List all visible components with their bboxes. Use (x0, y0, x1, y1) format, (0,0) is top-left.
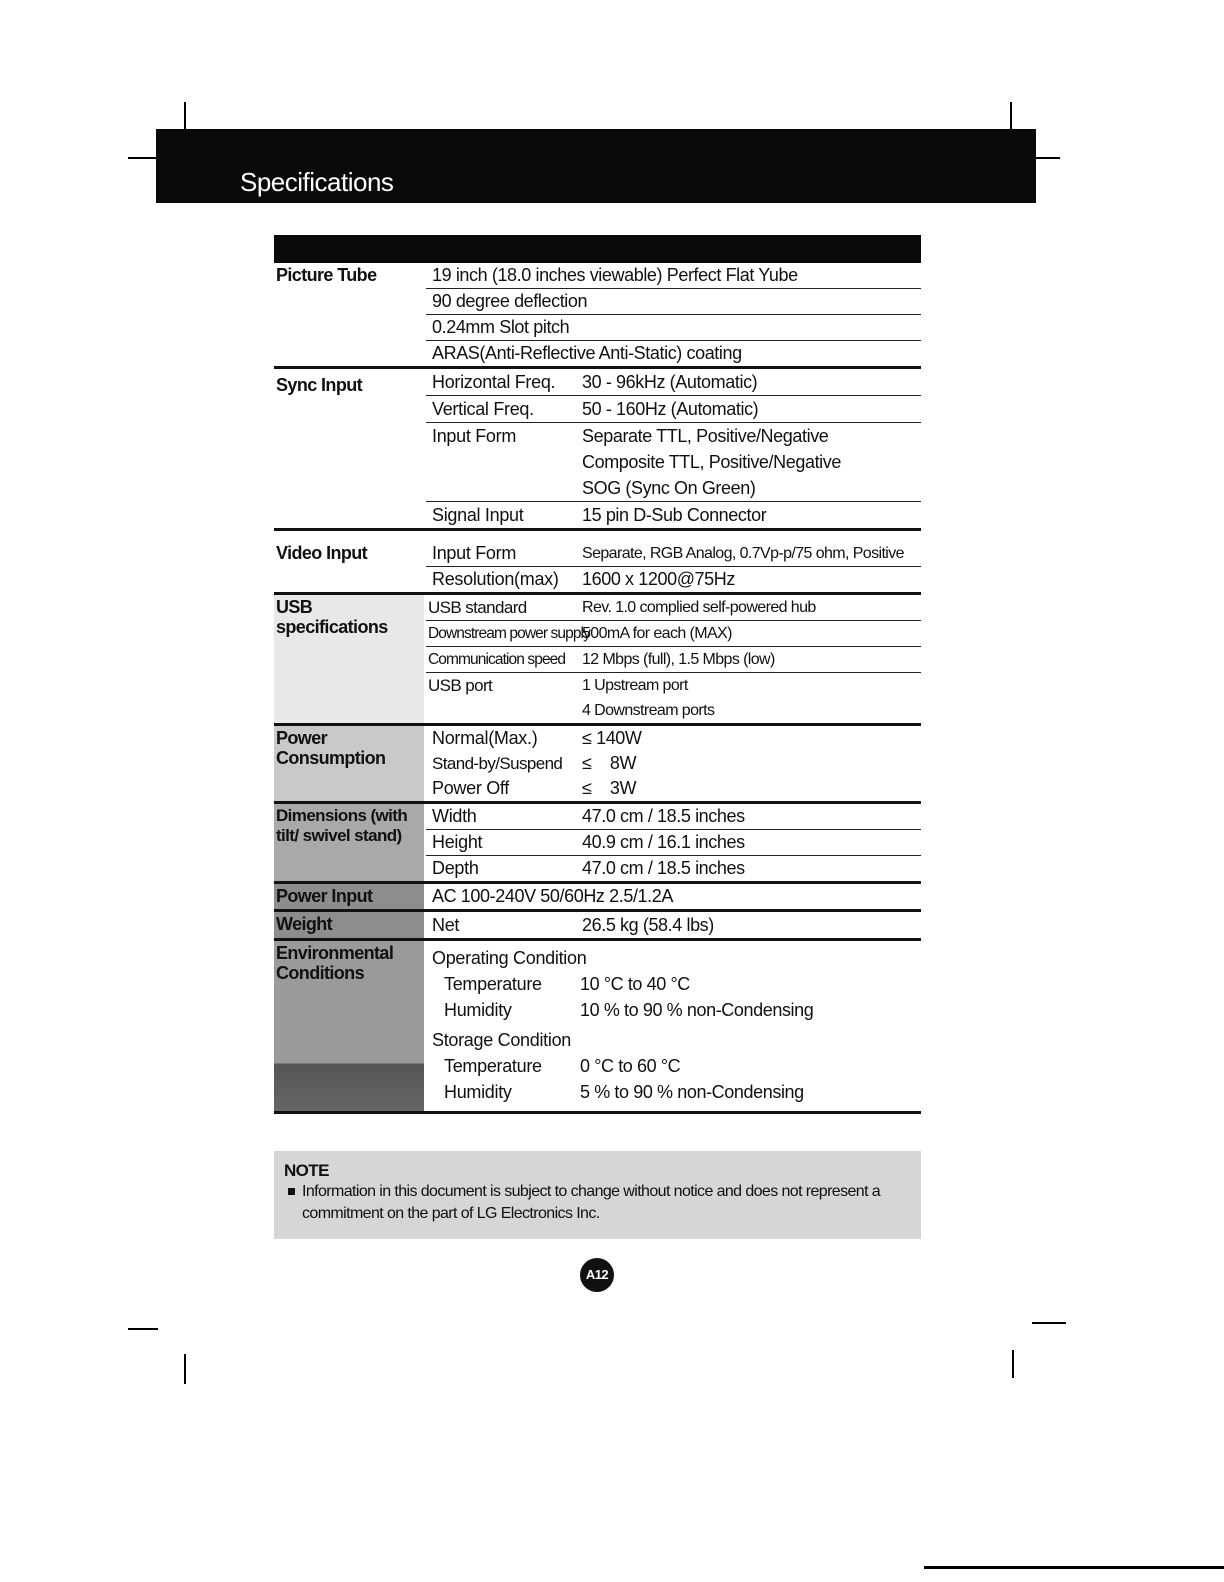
spec-value: 0 °C to 60 °C (580, 1056, 681, 1076)
spec-value: 19 inch (18.0 inches viewable) Perfect Flat Yube (432, 265, 798, 285)
spec-key: Vertical Freq. (432, 399, 534, 419)
section-label: Video Input (276, 543, 368, 563)
spec-value: ≤ 140W (582, 728, 642, 748)
condition-title: Storage Condition (432, 1030, 571, 1050)
section-dimensions (274, 804, 921, 884)
spec-table (274, 263, 921, 1114)
spec-key: Input Form (432, 426, 517, 446)
spec-value: 47.0 cm / 18.5 inches (582, 858, 745, 878)
spec-value: ≤ 3W (582, 778, 637, 798)
spec-key: Temperature (444, 974, 542, 994)
crop-mark (1036, 157, 1060, 159)
spec-value: Separate TTL, Positive/Negative (582, 426, 829, 446)
spec-key: Resolution(max) (432, 569, 559, 589)
section-environmental (274, 941, 921, 1114)
spec-value: 1 Upstream port (582, 677, 688, 694)
note-title: NOTE (284, 1161, 329, 1180)
section-label-line: Dimensions (with (276, 806, 408, 825)
spec-key: Depth (432, 858, 479, 878)
section-weight (274, 912, 921, 941)
section-picture-tube (274, 263, 921, 369)
crop-mark (184, 1354, 186, 1384)
section-label: Picture Tube (276, 265, 377, 285)
section-label: Power Input (274, 884, 424, 909)
section-label: Weight (274, 912, 424, 938)
spec-value: 500mA for each (MAX) (582, 625, 732, 642)
spec-value: 10 °C to 40 °C (580, 974, 690, 994)
spec-key: Stand-by/Suspend (432, 754, 563, 773)
spec-key: Power Off (432, 778, 509, 798)
spec-value: 4 Downstream ports (582, 702, 715, 719)
spec-key: Normal(Max.) (432, 728, 538, 748)
spec-value: SOG (Sync On Green) (582, 478, 756, 498)
spec-key: Temperature (444, 1056, 542, 1076)
spec-value: 26.5 kg (58.4 lbs) (582, 915, 714, 935)
spec-key: Horizontal Freq. (432, 372, 556, 392)
spec-value: 1600 x 1200@75Hz (582, 569, 735, 589)
spec-value: 90 degree deflection (432, 291, 588, 311)
spec-key: Communication speed (428, 651, 566, 668)
note-text: Information in this document is subject to change without notice and does not represent a commitment on the part of LG Electronics Inc. (302, 1183, 881, 1222)
condition-title: Operating Condition (432, 948, 587, 968)
section-power-consumption (274, 726, 921, 804)
section-label (274, 595, 424, 723)
section-label-line: Consumption (276, 748, 386, 768)
spec-value: ARAS(Anti-Reflective Anti-Static) coating (432, 343, 742, 363)
spec-value: ≤ 8W (582, 753, 637, 773)
spec-key: USB standard (428, 598, 527, 617)
section-usb (274, 595, 921, 726)
spec-value: Rev. 1.0 complied self-powered hub (582, 599, 816, 616)
section-label-line: tilt/ swivel stand) (276, 826, 402, 845)
crop-mark (1010, 102, 1012, 130)
spec-table-header (274, 235, 921, 263)
spec-value: 0.24mm Slot pitch (432, 317, 570, 337)
spec-value: AC 100-240V 50/60Hz 2.5/1.2A (432, 886, 673, 906)
note-box (274, 1151, 921, 1239)
crop-mark (128, 1328, 158, 1330)
spec-value: 12 Mbps (full), 1.5 Mbps (low) (582, 651, 775, 668)
spec-key: Humidity (444, 1082, 512, 1102)
spec-key: Input Form (432, 543, 517, 563)
crop-mark (128, 157, 156, 159)
page-number-badge: A12 (580, 1258, 614, 1292)
spec-key: Downstream power supply (428, 625, 590, 642)
header-bar (156, 129, 1036, 203)
spec-value: 40.9 cm / 16.1 inches (582, 832, 745, 852)
spec-key: Humidity (444, 1000, 512, 1020)
spec-value: 10 % to 90 % non-Condensing (580, 1000, 814, 1020)
scan-edge (924, 1566, 1224, 1569)
crop-mark (184, 102, 186, 130)
crop-mark (1032, 1322, 1066, 1324)
page-title: Specifications (240, 167, 394, 197)
section-label-line: Power (276, 728, 328, 748)
spec-value: Composite TTL, Positive/Negative (582, 452, 841, 472)
section-label-line: Conditions (276, 963, 364, 983)
section-sync-input (274, 369, 921, 531)
spec-value: 50 - 160Hz (Automatic) (582, 399, 759, 419)
spec-value: 47.0 cm / 18.5 inches (582, 806, 745, 826)
bullet-icon (288, 1188, 295, 1195)
crop-mark (1012, 1350, 1014, 1378)
spec-value: 15 pin D-Sub Connector (582, 505, 767, 525)
section-label (274, 941, 424, 1111)
section-video-input (274, 541, 921, 595)
spec-value: 5 % to 90 % non-Condensing (580, 1082, 804, 1102)
spec-key: Net (432, 915, 460, 935)
spec-key: Width (432, 806, 477, 826)
spec-key: Signal Input (432, 505, 524, 525)
section-power-input (274, 884, 921, 912)
section-label (274, 726, 424, 801)
section-label-line: specifications (276, 617, 388, 637)
section-label-line: Environmental (276, 943, 394, 963)
spec-value: Separate, RGB Analog, 0.7Vp-p/75 ohm, Positive (582, 545, 904, 562)
section-label-line: USB (276, 597, 313, 617)
section-label: Sync Input (276, 375, 363, 395)
spec-key: Height (432, 832, 483, 852)
section-label (274, 804, 424, 881)
spec-key: USB port (428, 676, 493, 695)
spec-value: 30 - 96kHz (Automatic) (582, 372, 758, 392)
